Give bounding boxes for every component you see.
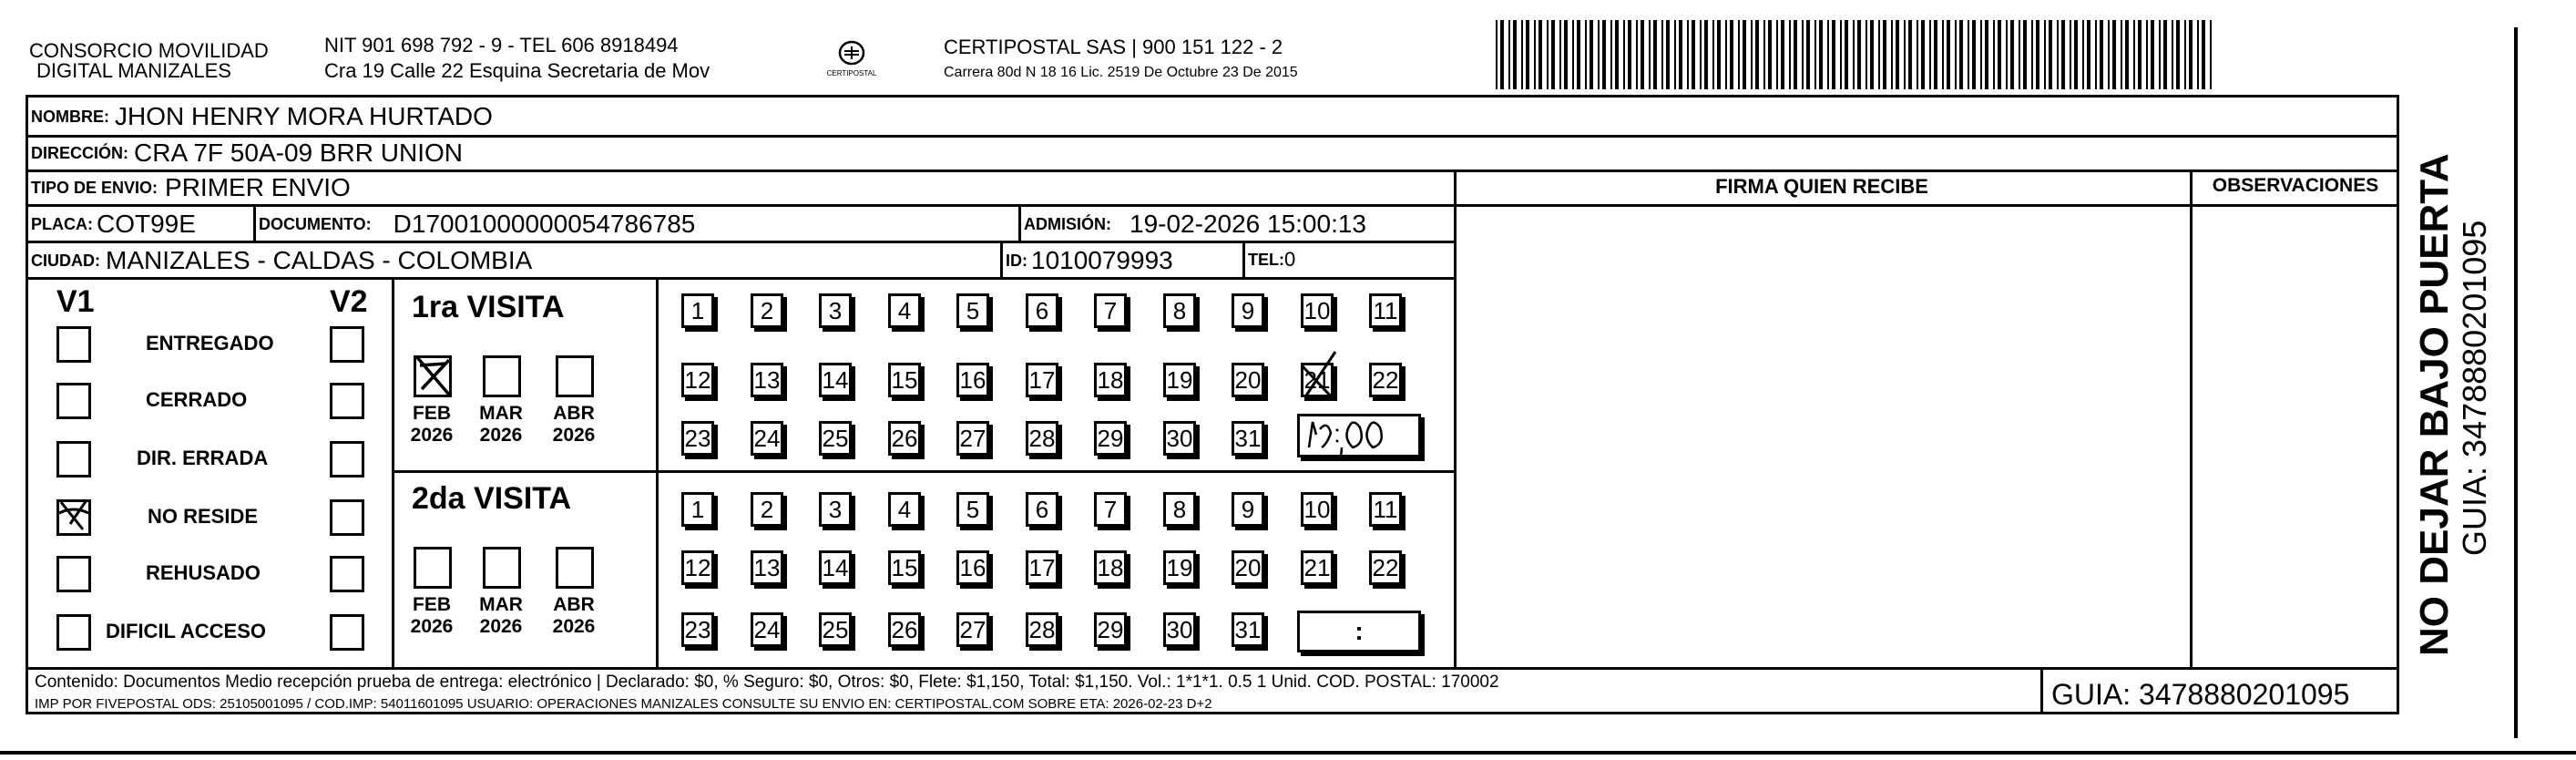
visit2-day-box[interactable]: 1 <box>681 492 714 527</box>
barcode-bar <box>1653 20 1657 89</box>
barcode-bar <box>1947 20 1950 89</box>
tel-cell <box>1248 248 1295 272</box>
ciudad-cell <box>31 246 532 275</box>
barcode-bar <box>1763 20 1765 89</box>
barcode-bar <box>1768 20 1772 89</box>
barcode-bar <box>1776 20 1778 89</box>
visit1-day-box[interactable]: 4 <box>888 293 921 328</box>
visit1-day-box[interactable]: 7 <box>1094 293 1127 328</box>
visit1-day-box[interactable]: 25 <box>819 421 852 456</box>
observaciones-header <box>2193 175 2397 197</box>
certipostal-logo <box>820 38 884 84</box>
barcode-bar <box>2023 20 2027 89</box>
barcode-bar <box>1794 20 1797 89</box>
barcode-bar <box>1526 20 1529 89</box>
company-name-line2: DIGITAL MANIZALES <box>36 59 231 82</box>
visit1-day-box[interactable]: 28 <box>1026 421 1058 456</box>
v2-label: V2 <box>330 284 368 319</box>
barcode-bar <box>2095 20 2097 89</box>
visit2-day-box[interactable]: 2 <box>751 492 783 527</box>
visit1-day-box[interactable]: 12 <box>681 363 714 397</box>
visit2-day-box[interactable]: 30 <box>1163 612 1196 647</box>
status-label: CERRADO <box>146 388 248 411</box>
visit1-day-box[interactable]: 30 <box>1163 421 1196 456</box>
barcode-bar <box>1717 20 1721 89</box>
nombre-value: JHON HENRY MORA HURTADO <box>115 102 493 130</box>
visit2-day-box[interactable]: 8 <box>1163 492 1196 527</box>
placa-value: COT99E <box>97 210 196 238</box>
visit2-day-box[interactable]: 18 <box>1094 550 1127 585</box>
barcode-bar <box>1840 20 1842 89</box>
logo-caption: CERTIPOSTAL <box>826 69 877 77</box>
visit1-month-checkbox[interactable] <box>414 355 452 397</box>
barcode-bar <box>1980 20 1982 89</box>
barcode-bar <box>1857 20 1861 89</box>
visit1-day-box[interactable]: 22 <box>1369 363 1402 397</box>
visit2-day-box[interactable]: 24 <box>751 612 783 647</box>
visit1-day-box[interactable]: 16 <box>956 363 989 397</box>
visit2-day-box[interactable]: 14 <box>819 550 852 585</box>
barcode-bar <box>1551 20 1555 89</box>
barcode-bar <box>1500 20 1504 89</box>
status-v1-checkbox[interactable] <box>56 383 91 419</box>
visit1-day-box[interactable]: 5 <box>956 293 989 328</box>
status-label: REHUSADO <box>146 561 261 584</box>
visit1-month-year: 2026 <box>410 425 454 446</box>
visit1-day-box[interactable]: 15 <box>888 363 921 397</box>
visit2-day-box[interactable]: 15 <box>888 550 921 585</box>
visit2-day-box[interactable]: 19 <box>1163 550 1196 585</box>
barcode-bar <box>2057 20 2059 89</box>
barcode-bar <box>1955 20 1957 89</box>
barcode-bar <box>1687 20 1689 89</box>
check-mark-icon <box>56 497 92 533</box>
barcode-bar <box>1968 20 1969 89</box>
visit2-day-box[interactable]: 27 <box>956 612 989 647</box>
id-label: ID: <box>1006 251 1027 270</box>
visit1-day-box[interactable]: 13 <box>751 363 783 397</box>
placa-label: PLACA: <box>31 214 93 233</box>
visit2-title: 2da VISITA <box>412 481 572 516</box>
documento-label: DOCUMENTO: <box>259 214 372 233</box>
nombre-label: NOMBRE: <box>31 107 109 126</box>
visit1-day-box[interactable]: 31 <box>1232 421 1264 456</box>
documento-value: D17001000000054786785 <box>393 210 696 238</box>
status-label: DIR. ERRADA <box>137 447 269 469</box>
barcode-bar <box>2006 20 2008 89</box>
status-v1-checkbox[interactable] <box>56 326 91 363</box>
barcode-bar <box>1814 20 1816 89</box>
barcode-bar <box>2070 20 2071 89</box>
visit2-day-box[interactable]: 3 <box>819 492 852 527</box>
status-v2-checkbox[interactable] <box>330 383 364 419</box>
visit1-month-name: FEB <box>413 403 451 424</box>
barcode-bar <box>1959 20 1963 89</box>
visit2-day-box[interactable]: 6 <box>1026 492 1058 527</box>
barcode-bar <box>1908 20 1912 89</box>
barcode-bar <box>2082 20 2084 89</box>
barcode-bar <box>2151 20 2154 89</box>
barcode-bar <box>2108 20 2110 89</box>
side-warning: NO DEJAR BAJO PUERTA <box>2412 153 2457 656</box>
visit2-day-box[interactable]: 20 <box>1232 550 1264 585</box>
visit1-day-box[interactable]: 24 <box>751 421 783 456</box>
barcode-bar <box>2189 20 2193 89</box>
tel-value: 0 <box>1284 248 1296 271</box>
visit2-month-year: 2026 <box>479 616 523 637</box>
status-v1-checkbox[interactable] <box>56 499 91 536</box>
visit2-day-box[interactable]: 12 <box>681 550 714 585</box>
visit1-month-checkbox[interactable] <box>556 355 594 397</box>
visit2-day-box[interactable]: 13 <box>751 550 783 585</box>
visit2-day-box[interactable]: 10 <box>1301 492 1334 527</box>
visit1-day-box[interactable]: 20 <box>1232 363 1264 397</box>
barcode-bar <box>1559 20 1561 89</box>
barcode-bar <box>2061 20 2065 89</box>
certipostal-line1: CERTIPOSTAL SAS | 900 151 122 - 2 <box>944 36 1283 58</box>
visit2-day-box[interactable]: 16 <box>956 550 989 585</box>
barcode-bar <box>1521 20 1523 89</box>
barcode-bar <box>1819 20 1823 89</box>
visit2-month-year: 2026 <box>410 616 454 637</box>
visit2-day-box[interactable]: 29 <box>1094 612 1127 647</box>
barcode-bar <box>1891 20 1893 89</box>
barcode-bar <box>2146 20 2148 89</box>
barcode-bar <box>1666 20 1670 89</box>
ciudad-label: CIUDAD: <box>31 251 100 270</box>
firma-header <box>1457 175 2186 199</box>
visit1-month-name: ABR <box>553 403 595 424</box>
barcode-bar <box>1827 20 1829 89</box>
barcode-bar <box>2210 20 2212 89</box>
visit2-day-box[interactable]: 5 <box>956 492 989 527</box>
visit2-month-year: 2026 <box>552 616 596 637</box>
visit1-day-box[interactable]: 2 <box>751 293 783 328</box>
barcode-bar <box>1661 20 1663 89</box>
barcode-bar <box>1674 20 1676 89</box>
barcode-bar <box>2036 20 2039 89</box>
barcode-bar <box>1610 20 1612 89</box>
visit1-day-box[interactable]: 27 <box>956 421 989 456</box>
barcode-bar <box>1942 20 1944 89</box>
barcode-bar <box>2121 20 2122 89</box>
tipo-envio-label: TIPO DE ENVIO: <box>31 178 158 197</box>
barcode-bar <box>1781 20 1784 89</box>
visit2-month-name: MAR <box>479 594 523 615</box>
status-v2-checkbox[interactable] <box>330 556 364 592</box>
firma-label: FIRMA QUIEN RECIBE <box>1715 175 1928 198</box>
barcode-bar <box>2202 20 2205 89</box>
visit1-day-box[interactable]: 3 <box>819 293 852 328</box>
barcode-bar <box>1730 20 1733 89</box>
visit2-day-box[interactable]: 4 <box>888 492 921 527</box>
visit1-time-box[interactable] <box>1297 414 1421 457</box>
barcode-bar <box>1704 20 1708 89</box>
footer-line2: IMP POR FIVEPOSTAL ODS: 25105001095 / COD.IMP: 54011601095 USUARIO: OPERACIONES MANIZALES CONSULTE SU ENVIO EN: CERTIPOSTAL.COM SOBRE ETA: 2026-02-23 D+2 <box>35 696 1212 712</box>
barcode-bar <box>1985 20 1988 89</box>
barcode-bar <box>2010 20 2014 89</box>
barcode-bar <box>1547 20 1549 89</box>
barcode-bar <box>1896 20 1899 89</box>
tel-label: TEL: <box>1248 250 1284 269</box>
company-name-line1: CONSORCIO MOVILIDAD <box>29 39 269 62</box>
visit1-day-box[interactable]: 23 <box>681 421 714 456</box>
barcode-bar <box>1679 20 1682 89</box>
page-bottom-edge <box>0 751 2576 755</box>
visit1-day-box[interactable]: 17 <box>1026 363 1058 397</box>
barcode-bar <box>1712 20 1714 89</box>
visit1-time-handwriting <box>1300 416 1418 457</box>
nombre-row <box>31 102 493 131</box>
barcode-bar <box>1513 20 1517 89</box>
visit1-month-year: 2026 <box>552 425 596 446</box>
documento-cell <box>259 210 695 239</box>
barcode-bar <box>1866 20 1867 89</box>
barcode-bar <box>1602 20 1606 89</box>
visit2-month-checkbox[interactable] <box>483 547 521 589</box>
placa-cell <box>31 210 196 239</box>
barcode-bar <box>2184 20 2186 89</box>
barcode-bar <box>1623 20 1625 89</box>
barcode-bar <box>1853 20 1855 89</box>
barcode-bar <box>1917 20 1918 89</box>
direccion-value: CRA 7F 50A-09 BRR UNION <box>134 139 463 167</box>
visit2-day-box[interactable]: 9 <box>1232 492 1264 527</box>
barcode-bar <box>1534 20 1536 89</box>
status-v1-checkbox[interactable] <box>56 441 91 478</box>
barcode-bar <box>1806 20 1810 89</box>
barcode-bar <box>1921 20 1925 89</box>
barcode-bar <box>2159 20 2161 89</box>
direccion-row <box>31 139 463 168</box>
footer-guia: GUIA: 3478880201095 <box>2051 678 2350 711</box>
status-v2-checkbox[interactable] <box>330 499 364 536</box>
barcode-bar <box>2112 20 2116 89</box>
barcode-bar <box>2176 20 2180 89</box>
visit2-time-box[interactable]: : <box>1297 611 1421 652</box>
status-v1-checkbox[interactable] <box>56 614 91 651</box>
barcode-bar <box>2172 20 2173 89</box>
barcode-bar <box>1998 20 2001 89</box>
barcode-bar <box>1641 20 1644 89</box>
visit1-month-name: MAR <box>479 403 523 424</box>
visit1-day-box[interactable]: 18 <box>1094 363 1127 397</box>
barcode-bar <box>2125 20 2129 89</box>
check-mark-icon <box>413 354 455 396</box>
visit2-day-box[interactable]: 17 <box>1026 550 1058 585</box>
barcode-bar <box>2019 20 2020 89</box>
status-v1-checkbox[interactable] <box>56 556 91 592</box>
barcode-bar <box>1598 20 1600 89</box>
status-v2-checkbox[interactable] <box>330 441 364 478</box>
visit1-day-box[interactable]: 9 <box>1232 293 1264 328</box>
barcode-bar <box>1751 20 1753 89</box>
status-label: ENTREGADO <box>146 332 274 354</box>
barcode-bar <box>1564 20 1568 89</box>
visit1-month-year: 2026 <box>479 425 523 446</box>
visit2-day-box[interactable]: 22 <box>1369 550 1402 585</box>
barcode-bar <box>1649 20 1651 89</box>
nit-line: NIT 901 698 792 - 9 - TEL 606 8918494 <box>324 34 679 56</box>
visit2-month-name: FEB <box>413 594 451 615</box>
visit2-day-box[interactable]: 11 <box>1369 492 1402 527</box>
barcode-bar <box>1904 20 1906 89</box>
id-cell <box>1006 246 1173 275</box>
visit2-day-box[interactable]: 26 <box>888 612 921 647</box>
barcode-bar <box>2031 20 2033 89</box>
barcode-bar <box>1934 20 1937 89</box>
visit1-month-checkbox[interactable] <box>483 355 521 397</box>
admision-cell <box>1024 210 1366 239</box>
barcode-bar <box>1577 20 1580 89</box>
visit1-day-box[interactable]: 21 <box>1301 363 1334 397</box>
visit2-day-box[interactable]: 31 <box>1232 612 1264 647</box>
visit2-month-name: ABR <box>553 594 595 615</box>
visit2-day-box[interactable]: 25 <box>819 612 852 647</box>
visit1-day-box[interactable]: 19 <box>1163 363 1196 397</box>
visit1-day-box[interactable]: 6 <box>1026 293 1058 328</box>
barcode-bar <box>1700 20 1702 89</box>
visit1-day-box[interactable]: 14 <box>819 363 852 397</box>
admision-value: 19-02-2026 15:00:13 <box>1130 210 1366 238</box>
visit1-day-box[interactable]: 1 <box>681 293 714 328</box>
visit2-month-checkbox[interactable] <box>556 547 594 589</box>
status-v2-checkbox[interactable] <box>330 326 364 363</box>
visit1-day-box[interactable]: 26 <box>888 421 921 456</box>
barcode-bar <box>2049 20 2052 89</box>
barcode <box>1496 20 2215 89</box>
barcode-bar <box>1743 20 1746 89</box>
barcode-bar <box>1870 20 1874 89</box>
barcode-bar <box>1755 20 1759 89</box>
visit2-day-box[interactable]: 28 <box>1026 612 1058 647</box>
barcode-bar <box>2087 20 2090 89</box>
v1-label: V1 <box>56 284 95 319</box>
direccion-label: DIRECCIÓN: <box>31 143 128 162</box>
visit1-day-box[interactable]: 10 <box>1301 293 1334 328</box>
barcode-bar <box>1628 20 1631 89</box>
barcode-bar <box>2074 20 2078 89</box>
page-edge <box>2514 27 2518 738</box>
visit2-day-box[interactable]: 23 <box>681 612 714 647</box>
barcode-bar <box>1845 20 1848 89</box>
barcode-bar <box>1883 20 1886 89</box>
barcode-bar <box>2044 20 2046 89</box>
barcode-bar <box>1993 20 1995 89</box>
barcode-bar <box>2163 20 2167 89</box>
barcode-bar <box>1832 20 1835 89</box>
barcode-bar <box>1585 20 1587 89</box>
visit1-day-box[interactable]: 29 <box>1094 421 1127 456</box>
footer-line1: Contenido: Documentos Medio recepción prueba de entrega: electrónico | Declarado: $0, % Seguro: $0, Otros: $0, Flete: $1,150, Total: $1,150. Vol.: 1*1*1. 0.5 1 Unid. COD. POSTAL: 170002 <box>35 673 1499 692</box>
observaciones-label: OBSERVACIONES <box>2212 175 2379 196</box>
visit2-day-box[interactable]: 21 <box>1301 550 1334 585</box>
barcode-bar <box>1929 20 1931 89</box>
tipo-envio-row <box>31 173 351 202</box>
admision-label: ADMISIÓN: <box>1024 214 1111 233</box>
address-line: Cra 19 Calle 22 Esquina Secretaria de Mov <box>324 59 710 82</box>
barcode-bar <box>1636 20 1638 89</box>
status-label: DIFICIL ACCESO <box>106 620 267 642</box>
barcode-bar <box>1572 20 1574 89</box>
barcode-bar <box>1972 20 1976 89</box>
barcode-bar <box>1590 20 1593 89</box>
barcode-bar <box>2138 20 2142 89</box>
day-cross-mark-icon <box>1297 350 1341 407</box>
tipo-envio-value: PRIMER ENVIO <box>165 173 351 201</box>
barcode-bar <box>2133 20 2135 89</box>
visit2-month-checkbox[interactable] <box>414 547 452 589</box>
status-label: NO RESIDE <box>148 505 259 528</box>
barcode-bar <box>1738 20 1740 89</box>
barcode-bar <box>1692 20 1695 89</box>
barcode-bar <box>2197 20 2199 89</box>
barcode-bar <box>1496 20 1498 89</box>
status-v2-checkbox[interactable] <box>330 614 364 651</box>
visit1-title: 1ra VISITA <box>412 290 565 324</box>
barcode-bar <box>1725 20 1727 89</box>
barcode-bar <box>1615 20 1619 89</box>
barcode-bar <box>2100 20 2103 89</box>
barcode-bar <box>1802 20 1804 89</box>
ciudad-value: MANIZALES - CALDAS - COLOMBIA <box>106 246 533 274</box>
visit1-day-box[interactable]: 11 <box>1369 293 1402 328</box>
side-guia: GUIA: 3478880201095 <box>2456 220 2493 556</box>
visit2-day-box[interactable]: 7 <box>1094 492 1127 527</box>
barcode-bar <box>1878 20 1880 89</box>
id-value: 1010079993 <box>1031 246 1173 274</box>
barcode-bar <box>1789 20 1791 89</box>
barcode-bar <box>1538 20 1542 89</box>
visit1-day-box[interactable]: 8 <box>1163 293 1196 328</box>
barcode-bar <box>1508 20 1510 89</box>
certipostal-line2: Carrera 80d N 18 16 Lic. 2519 De Octubre 23 De 2015 <box>944 65 1298 80</box>
